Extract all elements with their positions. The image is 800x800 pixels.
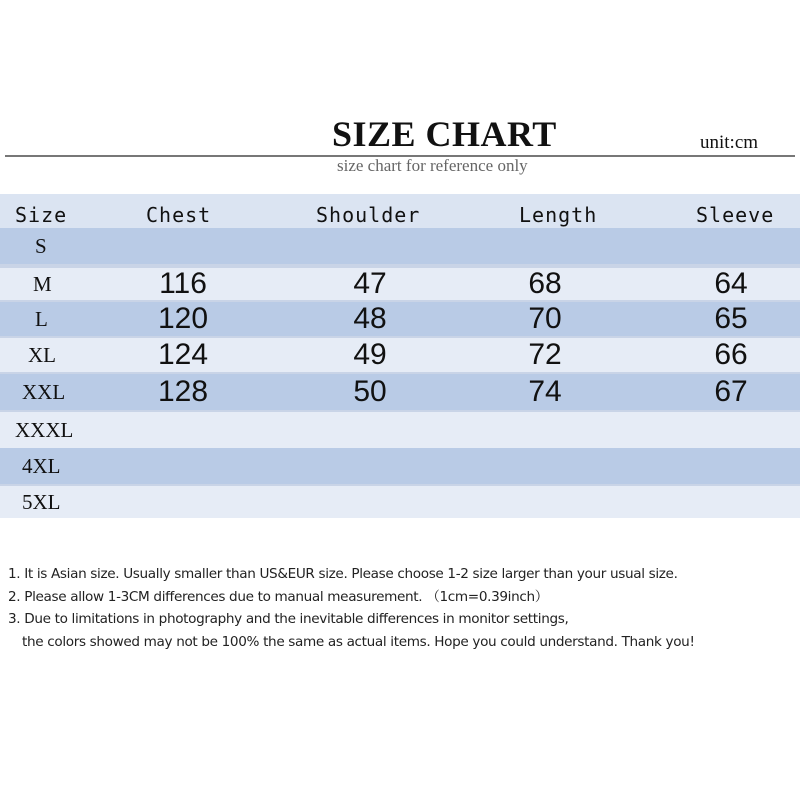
note-3: 3. Due to limitations in photography and the inevitable differences in monitor settings, (8, 611, 569, 627)
size-cell: XL (28, 342, 56, 367)
size-cell: 5XL (22, 489, 61, 514)
note-2: 2. Please allow 1-3CM differences due to manual measurement. （1cm=0.39inch） (8, 588, 549, 605)
shoulder-cell: 48 (353, 302, 387, 335)
size-cell: XXL (22, 379, 66, 404)
page-title: SIZE CHART (332, 114, 557, 154)
sleeve-cell: 65 (714, 302, 748, 335)
size-table (0, 194, 800, 518)
shoulder-cell: 50 (353, 375, 387, 408)
table-row (0, 338, 800, 372)
chest-cell: 116 (159, 267, 207, 300)
table-row (0, 374, 800, 410)
sleeve-cell: 64 (714, 267, 748, 300)
length-cell: 70 (528, 302, 562, 335)
chest-cell: 120 (157, 302, 209, 335)
header-size: Size (15, 203, 68, 227)
table-row (0, 268, 800, 300)
length-cell: 74 (528, 375, 562, 408)
note-3-continuation: the colors showed may not be 100% the same as actual items. Hope you could understand. Thank you! (22, 633, 695, 650)
notes-list (8, 563, 798, 653)
table-row (0, 486, 800, 518)
chest-cell: 128 (157, 375, 209, 408)
chest-cell: 124 (157, 338, 209, 371)
shoulder-cell: 47 (353, 267, 387, 300)
header-sleeve: Sleeve (696, 203, 775, 227)
size-cell: 4XL (22, 453, 61, 478)
size-cell: XXXL (15, 417, 74, 442)
size-cell: S (35, 233, 47, 258)
note-1: 1. It is Asian size. Usually smaller than US&EUR size. Please choose 1-2 size larger than your usual size. (8, 566, 678, 582)
shoulder-cell: 49 (353, 338, 387, 371)
header-chest: Chest (146, 203, 212, 227)
table-row (0, 412, 800, 448)
table-row (0, 228, 800, 264)
header-shoulder: Shoulder (316, 203, 421, 227)
length-cell: 72 (528, 338, 562, 371)
header-length: Length (519, 203, 598, 227)
length-cell: 68 (528, 267, 562, 300)
size-cell: L (35, 306, 48, 331)
sleeve-cell: 67 (714, 375, 748, 408)
unit-label: unit:cm (700, 132, 759, 153)
size-cell: M (33, 271, 52, 296)
table-row (0, 448, 800, 484)
sleeve-cell: 66 (714, 338, 748, 371)
page-subtitle: size chart for reference only (337, 156, 528, 175)
table-row (0, 302, 800, 336)
